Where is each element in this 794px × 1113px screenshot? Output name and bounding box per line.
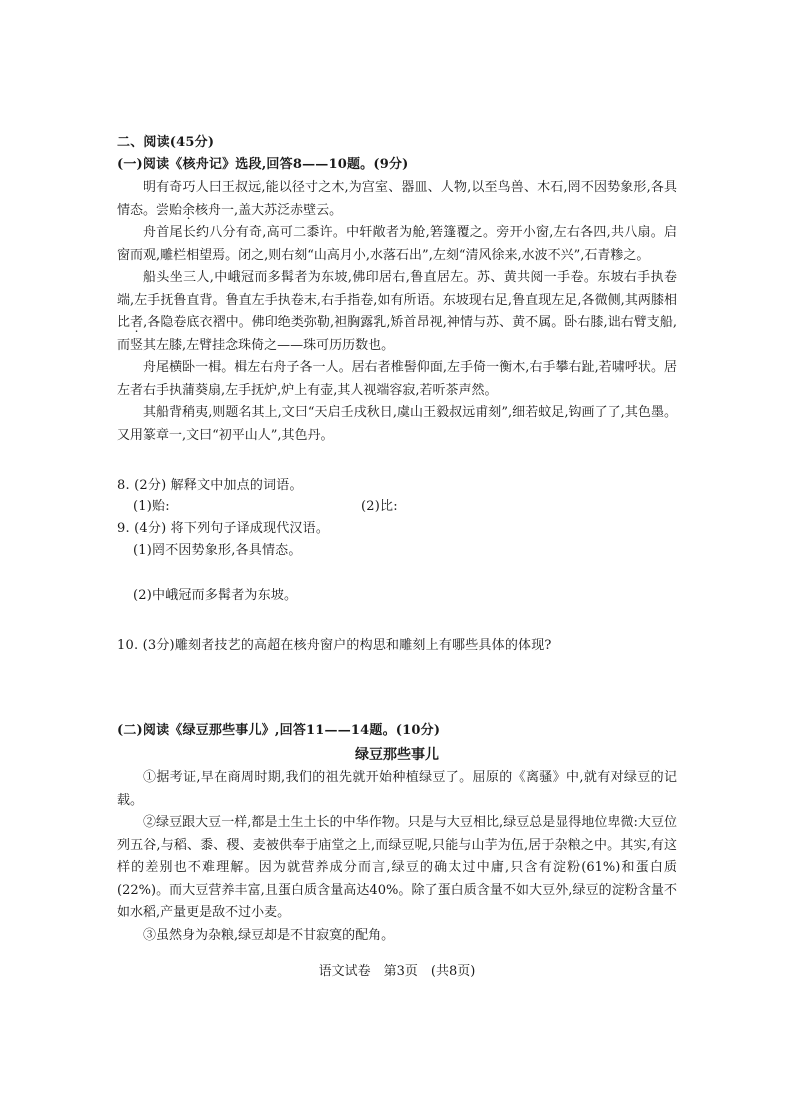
passage-paragraph: ③虽然身为杂粮,绿豆却是不甘寂寞的配角。 — [143, 927, 395, 943]
section-heading: 二、阅读(45分) — [117, 135, 215, 150]
q9-item-2: (2)中峨冠而多髯者为东坡。 — [133, 588, 298, 603]
passage-paragraph: 船头坐三人,中峨冠而多髯者为东坡,佛印居右,鲁直居左。苏、黄共阅一手卷。东坡右手执卷端,左手抚鲁直背。鲁直左手执卷末,右手指卷,如有所语。东坡现右足,鲁直现左足,各微侧,其两膝相比者,各隐卷底衣褶中。佛印绝类弥勒,袒胸露乳,矫首昂视,神情与苏、黄不属。卧右膝,诎右臂支船,而竖其左膝,左臂挂念珠倚之——珠可历历数也。 — [117, 270, 677, 353]
passage-paragraph: ①据考证,早在商周时期,我们的祖先就开始种植绿豆了。屈原的《离骚》中,就有对绿豆的记载。 — [117, 770, 677, 808]
part2-passage — [117, 767, 677, 947]
q8-item-2: (2)比: — [361, 499, 398, 514]
annotated-word: 贻 — [169, 202, 183, 218]
annotated-word: 比 — [117, 315, 131, 330]
q8-item-1: (1)贻: — [133, 499, 170, 514]
question-8: 8. (2分) 解释文中加点的词语。 — [117, 478, 303, 493]
article-title: 绿豆那些事儿 — [355, 747, 439, 763]
part2-heading: (二)阅读《绿豆那些事儿》,回答11——14题。(10分) — [117, 723, 441, 738]
question-8-items — [117, 496, 693, 518]
q9-item-1: (1)罔不因势象形,各具情态。 — [133, 543, 302, 558]
passage-paragraph: 明有奇巧人曰王叔远,能以径寸之木,为宫室、器皿、人物,以至鸟兽、木石,罔不因势象形,各具情态。尝贻余核舟一,盖大苏泛赤壁云。 — [117, 180, 677, 218]
passage-paragraph: 舟尾横卧一楫。楫左右舟子各一人。居右者椎髻仰面,左手倚一衡木,右手攀右趾,若啸呼状。居左者右手执蒲葵扇,左手抚炉,炉上有壶,其人视端容寂,若听茶声然。 — [117, 360, 677, 398]
passage-paragraph: 其船背稍夷,则题名其上,文曰“天启壬戌秋日,虞山王毅叔远甫刻”,细若蚊足,钩画了了,其色墨。又用篆章一,文曰“初平山人”,其色丹。 — [117, 405, 677, 443]
question-9: 9. (4分) 将下列句子译成现代汉语。 — [117, 521, 330, 536]
passage-paragraph: ②绿豆跟大豆一样,都是土生土长的中华作物。只是与大豆相比,绿豆总是显得地位卑微:大豆位列五谷,与稻、黍、稷、麦被供奉于庙堂之上,而绿豆呢,只能与山芋为伍,居于杂粮之中。其实,有这样的差别也不难理解。因为就营养成分而言,绿豆的确太过中庸,只含有淀粉(61%)和蛋白质(22%)。而大豆营养丰富,且蛋白质含量高达40%。除了蛋白质含量不如大豆外,绿豆的淀粉含量不如水稻,产量更是敌不过小麦。 — [117, 815, 677, 920]
question-10: 10. (3分)雕刻者技艺的高超在核舟窗户的构思和雕刻上有哪些具体的体现? — [117, 638, 552, 653]
passage-paragraph: 舟首尾长约八分有奇,高可二黍许。中轩敞者为舱,箬篷覆之。旁开小窗,左右各四,共八扇。启窗而观,雕栏相望焉。闭之,则右刻“山高月小,水落石出”,左刻“清风徐来,水波不兴”,石青糁之。 — [117, 225, 677, 263]
page-footer: 语文试卷 第3页 (共8页) — [318, 964, 476, 979]
part1-heading: (一)阅读《核舟记》选段,回答8——10题。(9分) — [117, 157, 409, 172]
part1-passage — [117, 177, 677, 447]
